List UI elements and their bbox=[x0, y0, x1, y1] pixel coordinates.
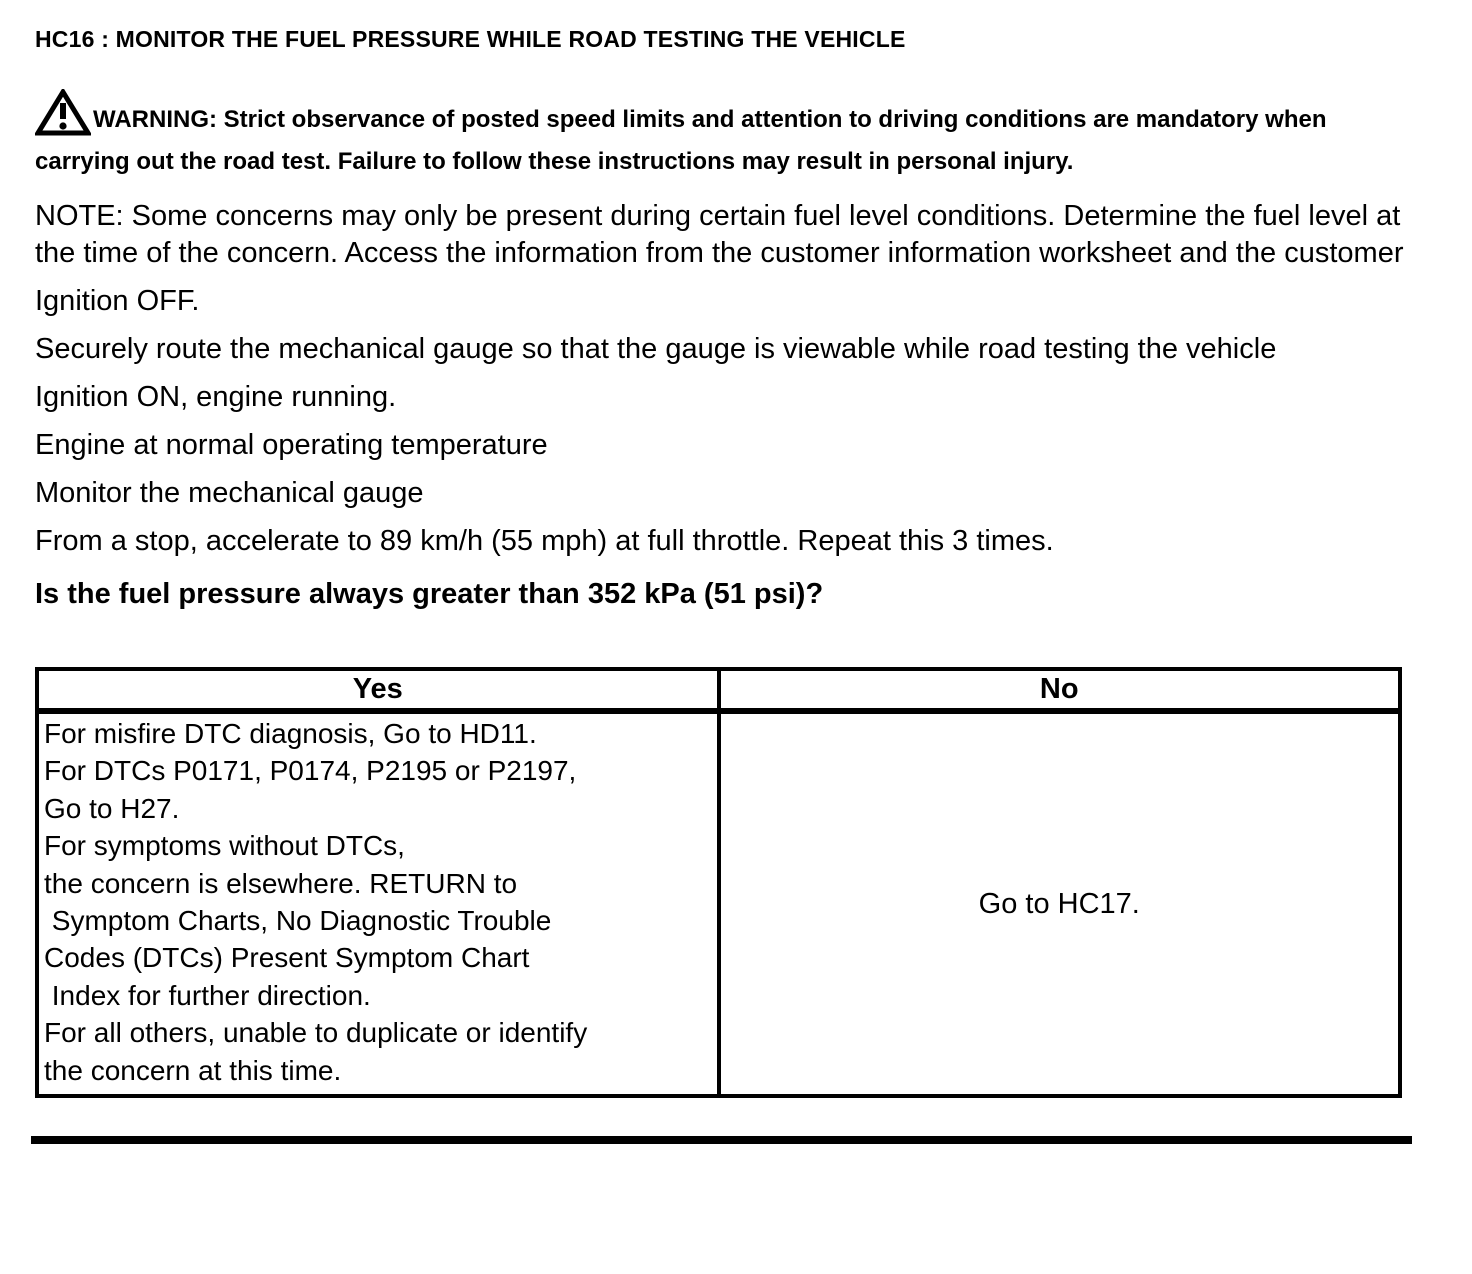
yes-result-line: For symptoms without DTCs, bbox=[44, 830, 405, 862]
page-title: HC16 : MONITOR THE FUEL PRESSURE WHILE ROAD TESTING THE VEHICLE bbox=[35, 26, 906, 52]
warning-paragraph bbox=[35, 89, 1390, 178]
bottom-divider-rule bbox=[31, 1136, 1412, 1144]
yes-result-cell bbox=[37, 711, 719, 1096]
decision-table-header-row bbox=[37, 669, 1400, 711]
step-monitor-gauge: Monitor the mechanical gauge bbox=[35, 477, 424, 509]
step-ignition-off: Ignition OFF. bbox=[35, 285, 200, 317]
yes-result-line: For all others, unable to duplicate or identify bbox=[44, 1017, 588, 1049]
yes-result-line: the concern at this time. bbox=[44, 1054, 342, 1086]
yes-result-line: Symptom Charts, No Diagnostic Trouble bbox=[44, 905, 552, 937]
yes-result-line: Codes (DTCs) Present Symptom Chart bbox=[44, 942, 530, 974]
warning-text: WARNING: Strict observance of posted speed limits and attention to driving conditions are mandatory when carrying out the road test. Failure to follow these instructions may result in personal injury. bbox=[35, 106, 1327, 175]
step-accelerate: From a stop, accelerate to 89 km/h (55 mph) at full throttle. Repeat this 3 times. bbox=[35, 525, 1054, 557]
step-route-gauge: Securely route the mechanical gauge so that the gauge is viewable while road testing the vehicle bbox=[35, 333, 1277, 365]
warning-triangle-icon bbox=[35, 89, 91, 146]
decision-table-result-row bbox=[37, 711, 1400, 1096]
yes-result-line: Go to H27. bbox=[44, 792, 180, 824]
yes-result-line: For misfire DTC diagnosis, Go to HD11. bbox=[44, 718, 537, 749]
yes-result-line: Index for further direction. bbox=[44, 979, 371, 1011]
no-column-header: No bbox=[719, 669, 1401, 711]
yes-result-line: For DTCs P0171, P0174, P2195 or P2197, bbox=[44, 755, 577, 787]
yes-result-line: the concern is elsewhere. RETURN to bbox=[44, 867, 518, 899]
decision-question: Is the fuel pressure always greater than 352 kPa (51 psi)? bbox=[35, 578, 824, 610]
no-result-cell: Go to HC17. bbox=[719, 711, 1401, 1096]
decision-table bbox=[35, 667, 1402, 1098]
yes-column-header: Yes bbox=[37, 669, 719, 711]
step-ignition-on: Ignition ON, engine running. bbox=[35, 381, 397, 413]
step-engine-temperature: Engine at normal operating temperature bbox=[35, 429, 548, 461]
note-paragraph: NOTE: Some concerns may only be present during certain fuel level conditions. Determine the fuel level at the time of the concern. Access the information from the customer information worksheet and the customer bbox=[35, 200, 1404, 269]
